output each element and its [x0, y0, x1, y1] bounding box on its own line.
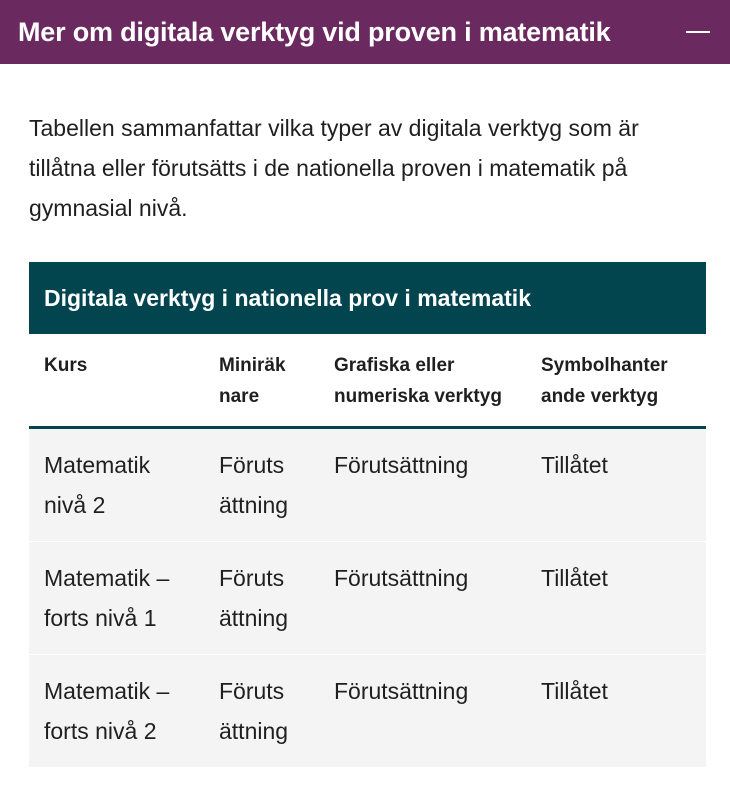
cell-grafiska: Förutsättning [319, 655, 526, 768]
cell-grafiska: Förutsättning [334, 452, 469, 478]
intro-text: Tabellen sammanfattar vilka typer av digitala verktyg som är tillåtna eller förutsätts i de nationella proven i matematik på gymnasial nivå. [29, 115, 639, 221]
header-symbolhanterande: Symbolhanter ande verktyg [526, 334, 706, 428]
cell-symbolhanterande: Tillåtet [526, 655, 706, 768]
cell-minirakare: Föruts ättning [219, 452, 289, 518]
cell-symbolhanterande: Tillåtet [541, 452, 608, 478]
table-row [29, 428, 706, 542]
cell-grafiska: Förutsättning [319, 542, 526, 655]
header-minirakare: Miniräk nare [204, 334, 319, 428]
table-row [29, 542, 706, 655]
cell-kurs: Matematik nivå 2 [44, 452, 151, 518]
cell-kurs: Matematik – forts nivå 1 [29, 542, 204, 655]
table-header-row [29, 334, 706, 428]
minus-icon[interactable] [686, 20, 710, 44]
accordion-title: Mer om digitala verktyg vid proven i matematik [18, 16, 611, 47]
table-caption: Digitala verktyg i nationella prov i matematik [29, 262, 706, 334]
header-grafiska: Grafiska eller numeriska verktyg [319, 334, 526, 428]
cell-symbolhanterande: Tillåtet [526, 542, 706, 655]
cell-minirakare: Föruts ättning [204, 655, 319, 768]
header-kurs: Kurs [29, 334, 204, 428]
accordion-header[interactable] [0, 0, 730, 64]
cell-kurs: Matematik – forts nivå 2 [29, 655, 204, 768]
table-row [29, 655, 706, 768]
cell-minirakare: Föruts ättning [204, 542, 319, 655]
accordion-content [0, 64, 730, 767]
tools-table [29, 262, 706, 767]
